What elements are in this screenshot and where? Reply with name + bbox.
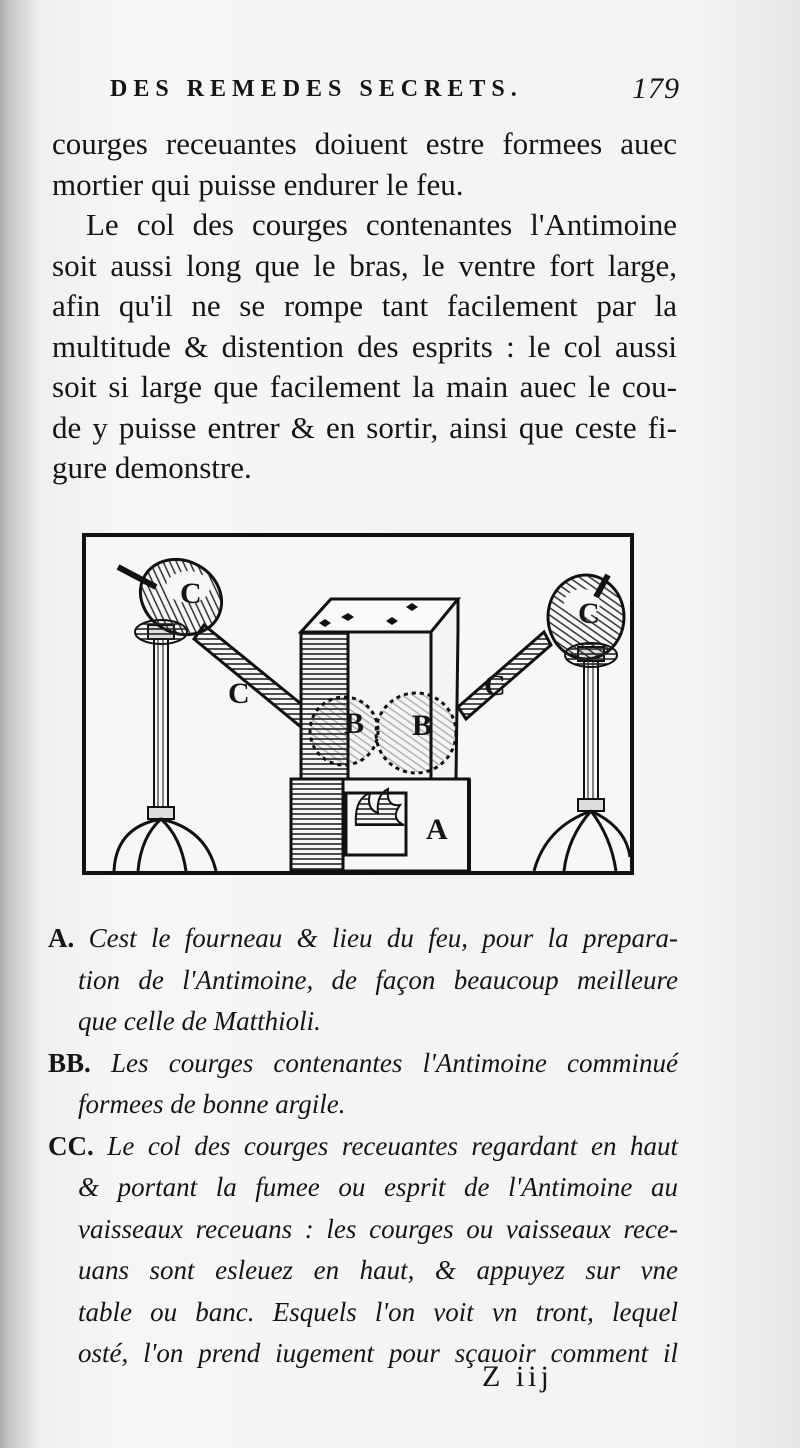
page-number: 179 bbox=[632, 72, 680, 105]
right-stand bbox=[534, 647, 630, 871]
figure-label-c: C bbox=[228, 677, 250, 710]
legend-line: tion de l'Antimoine, de façon beaucoup meilleure bbox=[78, 964, 678, 995]
figure-label-b: B bbox=[344, 707, 365, 740]
body-paragraphs bbox=[52, 124, 677, 489]
text-line: soit si large que facilement la main auec le cou- bbox=[52, 369, 677, 404]
legend-line: uans sont esleuez en haut, & appuyez sur vne bbox=[78, 1255, 678, 1285]
figure-legend bbox=[48, 918, 678, 1375]
legend-line: que celle de Matthioli. bbox=[78, 1006, 321, 1036]
text-line: de y puisse entrer & en sortir, ainsi que ceste fi- bbox=[52, 409, 677, 445]
legend-line: & portant la fumee ou esprit de l'Antimoine au bbox=[78, 1172, 678, 1202]
legend-line bbox=[48, 1126, 678, 1168]
running-header bbox=[110, 72, 680, 105]
figure-label-c: C bbox=[484, 669, 506, 702]
left-stand bbox=[114, 625, 216, 871]
legend-line bbox=[48, 1043, 678, 1085]
text-line: gure demonstre. bbox=[52, 450, 252, 485]
legend-key: BB. bbox=[48, 1047, 91, 1078]
left-clamp bbox=[135, 620, 187, 644]
figure-label-c: C bbox=[578, 597, 600, 630]
woodcut-figure bbox=[82, 533, 634, 875]
legend-line: table ou banc. Esquels l'on voit vn tront, lequel bbox=[78, 1296, 678, 1327]
text-line: soit aussi long que le bras, le ventre fort large, bbox=[52, 247, 677, 283]
legend-line: vaisseaux receuans : les courges ou vaisseaux rece- bbox=[78, 1213, 678, 1244]
figure-label-c: C bbox=[180, 577, 202, 610]
legend-text: Le col des courges receuantes regardant en haut bbox=[107, 1130, 678, 1161]
figure-label-b: B bbox=[412, 709, 433, 742]
running-title: DES REMEDES SECRETS. bbox=[110, 76, 523, 102]
figure-label-a: A bbox=[426, 813, 448, 846]
legend-key: CC. bbox=[48, 1130, 94, 1161]
text-line: mortier qui puisse endurer le feu. bbox=[52, 166, 464, 202]
text-line: afin qu'il ne se rompe tant facilement par la bbox=[52, 288, 677, 323]
signature-mark: Z iij bbox=[482, 1360, 553, 1393]
text-line: Le col des courges contenantes l'Antimoine bbox=[86, 207, 677, 242]
distillation-apparatus-illustration bbox=[86, 537, 630, 871]
legend-line: osté, l'on prend iugement pour sçauoir comment il bbox=[78, 1338, 678, 1368]
legend-line: formees de bonne argile. bbox=[78, 1089, 346, 1119]
legend-text: Les courges contenantes l'Antimoine comminué bbox=[111, 1047, 679, 1078]
text-line: multitude & distention des esprits : le col aussi bbox=[52, 328, 677, 364]
legend-line bbox=[48, 918, 678, 960]
right-clamp bbox=[565, 643, 617, 667]
legend-key: A. bbox=[48, 923, 75, 953]
text-line: courges receuantes doiuent estre formees auec bbox=[52, 126, 677, 161]
legend-text: Cest le fourneau & lieu du feu, pour la prepara- bbox=[88, 923, 679, 953]
